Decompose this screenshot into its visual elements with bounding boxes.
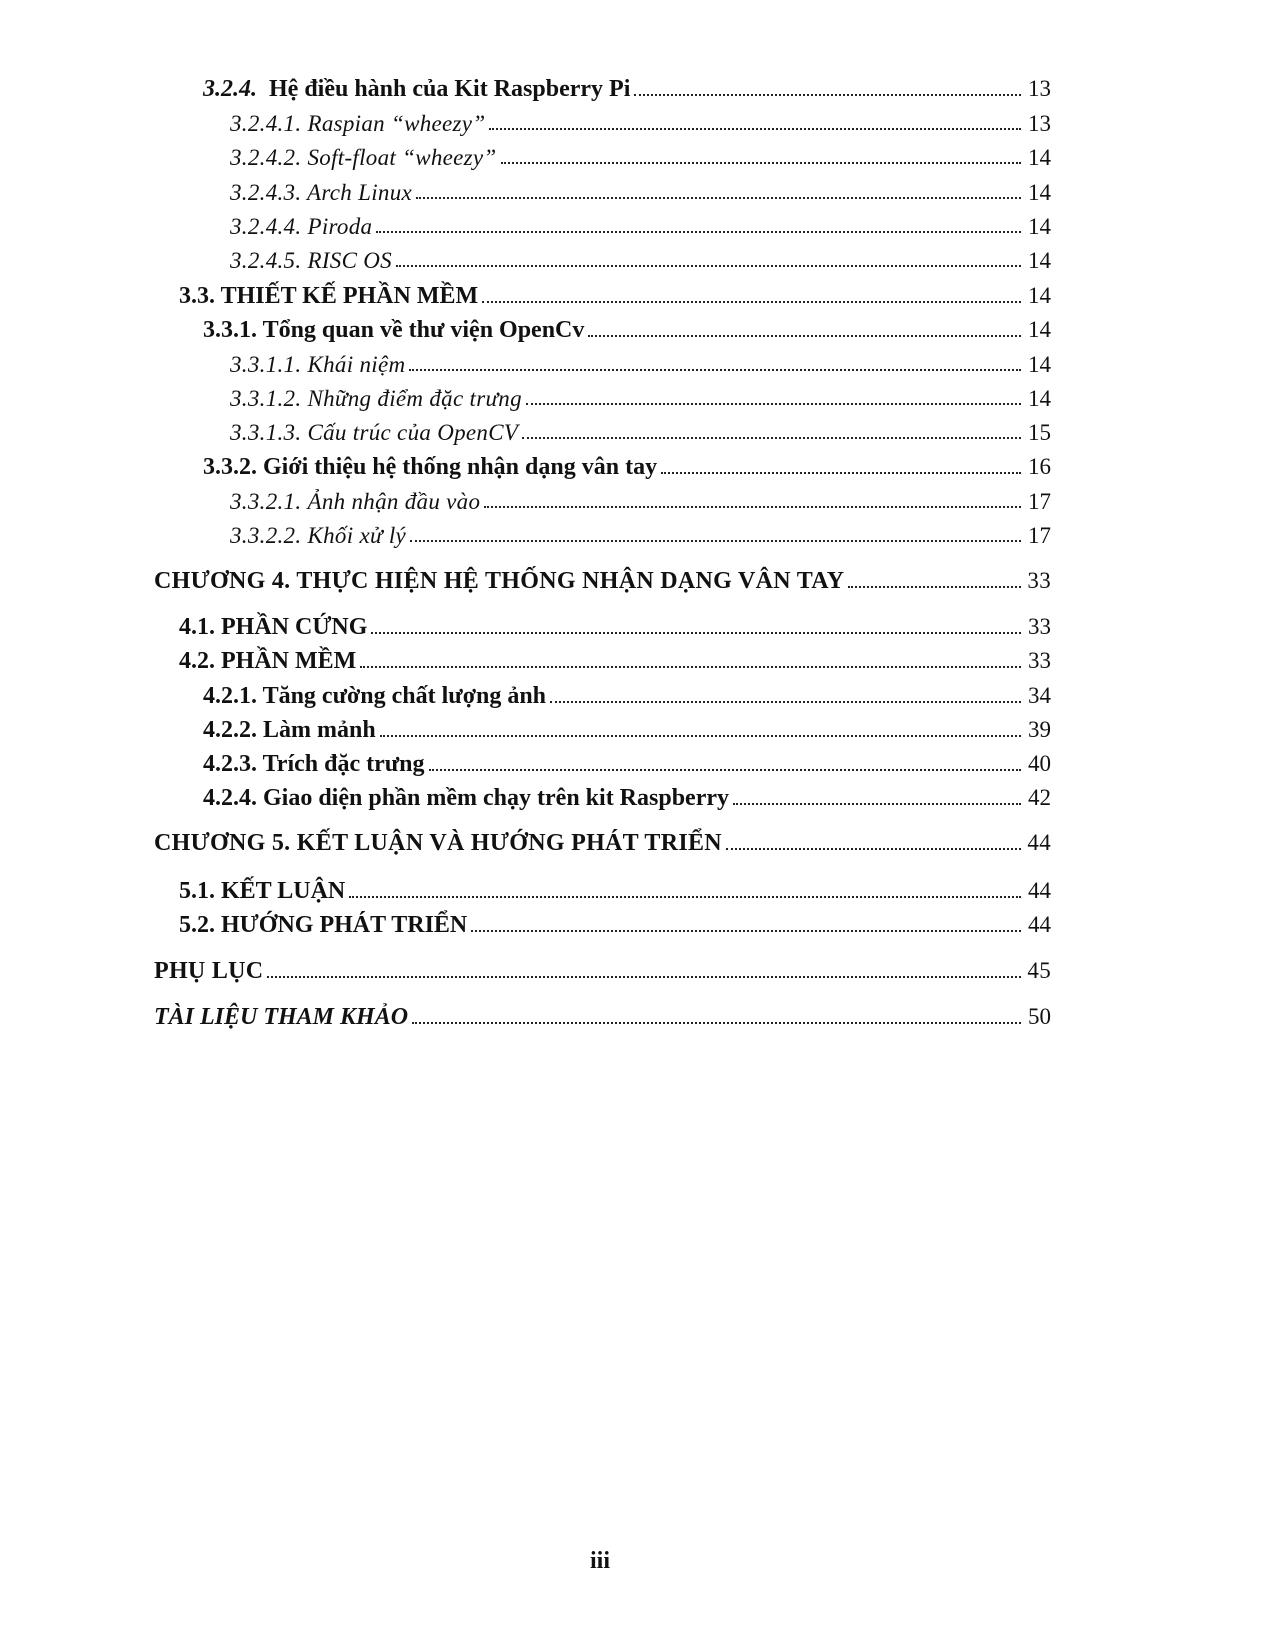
toc-entry-number: 3.3.1. (203, 317, 257, 343)
dot-leader (416, 196, 1021, 199)
toc-entry-title: KẾT LUẬN VÀ HƯỚNG PHÁT TRIỂN (296, 830, 722, 856)
toc-entry-title: Arch Linux (307, 180, 413, 205)
toc-entry-page: 13 (1028, 76, 1051, 101)
dot-leader (661, 471, 1021, 474)
toc-entry-title: TÀI LIỆU THAM KHẢO (154, 1004, 409, 1030)
toc-entry-number: 5.2. (179, 912, 215, 938)
toc-entry-title: Tăng cường chất lượng ảnh (262, 683, 547, 709)
toc-entry-page: 45 (1027, 958, 1051, 983)
toc-entry-page: 14 (1028, 248, 1051, 273)
toc-entry-title: PHẦN CỨNG (221, 614, 368, 640)
toc-entry (203, 751, 1051, 778)
toc-entry-label (179, 878, 345, 905)
dot-leader (380, 734, 1021, 737)
dot-leader (588, 334, 1021, 337)
dot-leader (267, 975, 1021, 978)
toc-entry-page: 17 (1028, 523, 1051, 548)
toc-entry-number: 3.2.4.1. (230, 111, 302, 136)
toc-entry-number: 3.2.4. (203, 76, 257, 102)
toc-entry-number: 4.1. (179, 614, 215, 640)
toc-entry (230, 180, 1051, 206)
dot-leader (489, 127, 1021, 130)
toc-entry-label (203, 683, 546, 710)
toc-entry-number: 3.3.2.2. (230, 523, 302, 548)
dot-leader (634, 93, 1021, 96)
toc-entry-page: 42 (1028, 785, 1051, 810)
toc-entry-label (230, 180, 412, 206)
toc-entry-label (230, 352, 405, 378)
toc-entry (203, 717, 1051, 744)
toc-entry-number: 3.3.1.2. (230, 386, 302, 411)
toc-entry (230, 111, 1051, 137)
toc-entry (179, 912, 1051, 939)
toc-entry-label (230, 489, 480, 515)
toc-entry-title: KẾT LUẬN (221, 878, 346, 904)
toc-entry-number: 4.2.3. (203, 751, 257, 777)
dot-leader (349, 895, 1021, 898)
toc-entry-title: HƯỚNG PHÁT TRIỂN (221, 912, 468, 938)
dot-leader (429, 768, 1021, 771)
toc-entry-page: 33 (1028, 648, 1051, 673)
toc-entry-title: Ảnh nhận đầu vào (307, 489, 481, 514)
toc-entry-number: 3.2.4.3. (230, 180, 302, 205)
toc-entry (203, 76, 1051, 103)
toc-entry-page: 44 (1028, 912, 1051, 937)
toc-entry-number: 3.2.4.5. (230, 248, 302, 273)
dot-leader (410, 539, 1021, 542)
toc-entry-title: PHẦN MỀM (221, 648, 357, 674)
toc-entry-page: 33 (1027, 568, 1051, 593)
toc-entry (203, 317, 1051, 344)
toc-chapter-entry (154, 568, 1051, 595)
toc-chapter-entry (154, 958, 1051, 985)
toc-entry-page: 13 (1028, 111, 1051, 136)
toc-entry-label (230, 111, 485, 137)
dot-leader (376, 230, 1021, 233)
toc-entry-label (154, 568, 844, 595)
toc-entry-title: Những điểm đặc trưng (307, 386, 522, 411)
dot-leader (371, 631, 1021, 634)
toc-entry (230, 523, 1051, 549)
toc-entry-label (203, 717, 376, 744)
toc-entry-title: THỰC HIỆN HỆ THỐNG NHẬN DẠNG VÂN TAY (296, 568, 845, 594)
toc-entry (203, 785, 1051, 812)
toc-entry-number: 4.2. (179, 648, 215, 674)
toc-entry (203, 683, 1051, 710)
toc-entry-title: Hệ điều hành của Kit Raspberry Pi (269, 76, 631, 102)
toc-entry (230, 420, 1051, 446)
toc-entry-number: 3.3.2. (203, 454, 257, 480)
page-number: iii (589, 1548, 610, 1574)
toc-entry (179, 283, 1051, 310)
toc-entry-label (154, 830, 722, 857)
toc-entry-page: 14 (1028, 180, 1051, 205)
toc-entry-title: Cấu trúc của OpenCV (307, 420, 519, 445)
dot-leader (526, 402, 1021, 405)
toc-entry-label (203, 317, 584, 344)
toc-entry-label (179, 614, 367, 641)
toc-entry-title: Raspian “wheezy” (307, 111, 486, 136)
toc-entry-label (203, 454, 657, 481)
toc-entry-title: PHỤ LỤC (154, 958, 264, 984)
toc-entry (179, 614, 1051, 641)
toc-entry-label (230, 386, 522, 412)
toc-entry-number: CHƯƠNG 4. (154, 568, 291, 594)
dot-leader (482, 300, 1021, 303)
toc-entry-page: 50 (1028, 1004, 1051, 1029)
toc-entry-title: Giao diện phần mềm chạy trên kit Raspberry (263, 785, 730, 811)
dot-leader (848, 585, 1021, 588)
toc-entry-page: 40 (1028, 751, 1051, 776)
toc-entry (230, 386, 1051, 412)
toc-entry-label (203, 751, 425, 778)
toc-entry-title: RISC OS (307, 248, 392, 273)
toc-entry (230, 489, 1051, 515)
toc-entry-page: 14 (1028, 145, 1051, 170)
toc-entry-title: Giới thiệu hệ thống nhận dạng vân tay (263, 454, 658, 480)
toc-entry (230, 352, 1051, 378)
dot-leader (501, 161, 1021, 164)
dot-leader (733, 802, 1021, 805)
toc-entry-page: 14 (1028, 283, 1051, 308)
dot-leader (484, 505, 1021, 508)
toc-entry-title: THIẾT KẾ PHẦN MỀM (220, 283, 479, 309)
toc-entry-label (230, 145, 497, 171)
toc-entry-page: 16 (1028, 454, 1051, 479)
dot-leader (471, 929, 1021, 932)
toc-entry-number: 3.3. (179, 283, 215, 309)
toc-entry-label (230, 523, 406, 549)
toc-entry-page: 14 (1028, 214, 1051, 239)
dot-leader (409, 368, 1021, 371)
toc-entry-number: 3.3.1.1. (230, 352, 302, 377)
toc-entry-page: 15 (1028, 420, 1051, 445)
toc-entry-page: 34 (1028, 683, 1051, 708)
toc-entry-label (179, 283, 478, 310)
toc-chapter-entry (154, 830, 1051, 857)
toc-entry-label (230, 248, 392, 274)
toc-entry-number: 4.2.1. (203, 683, 257, 709)
toc-entry-title: Khái niệm (307, 352, 406, 377)
toc-entry-number: 4.2.4. (203, 785, 257, 811)
toc-entry (179, 648, 1051, 675)
toc-entry-page: 39 (1028, 717, 1051, 742)
toc-entry-number: 3.2.4.2. (230, 145, 302, 170)
toc-entry-title: Piroda (307, 214, 373, 239)
toc-entry (203, 454, 1051, 481)
toc-entry-page: 14 (1028, 386, 1051, 411)
toc-entry (230, 248, 1051, 274)
toc-entry-title: Tổng quan về thư viện OpenCv (262, 317, 585, 343)
toc-entry-label (179, 912, 467, 939)
toc-entry-number: 3.3.1.3. (230, 420, 302, 445)
toc-chapter-entry (154, 1004, 1051, 1031)
toc-entry-number: 3.2.4.4. (230, 214, 302, 239)
toc-entry-number: 5.1. (179, 878, 215, 904)
toc-entry-label (179, 648, 356, 675)
dot-leader (360, 665, 1021, 668)
toc-entry (230, 145, 1051, 171)
toc-entry-number: 4.2.2. (203, 717, 257, 743)
toc-entry-label (230, 214, 372, 240)
toc-entry-title: Khối xử lý (307, 523, 407, 548)
toc-entry-title: Làm mảnh (263, 717, 376, 743)
toc-entry-title: Soft-float “wheezy” (307, 145, 497, 170)
dot-leader (396, 264, 1021, 267)
toc-entry-page: 44 (1027, 830, 1051, 855)
toc-entry-page: 44 (1028, 878, 1051, 903)
toc-entry-label (230, 420, 518, 446)
toc-entry-number: 3.3.2.1. (230, 489, 302, 514)
toc-entry-label (203, 785, 729, 812)
dot-leader (550, 700, 1021, 703)
dot-leader (412, 1021, 1021, 1024)
toc-entry-label (203, 76, 630, 103)
dot-leader (726, 847, 1021, 850)
toc-entry-page: 14 (1028, 352, 1051, 377)
toc-entry-page: 17 (1028, 489, 1051, 514)
toc-entry (179, 878, 1051, 905)
toc-entry-number: CHƯƠNG 5. (154, 830, 291, 856)
dot-leader (522, 436, 1021, 439)
toc-entry-page: 14 (1028, 317, 1051, 342)
toc-entry-title: Trích đặc trưng (262, 751, 425, 777)
toc-entry (230, 214, 1051, 240)
toc-entry-page: 33 (1028, 614, 1051, 639)
